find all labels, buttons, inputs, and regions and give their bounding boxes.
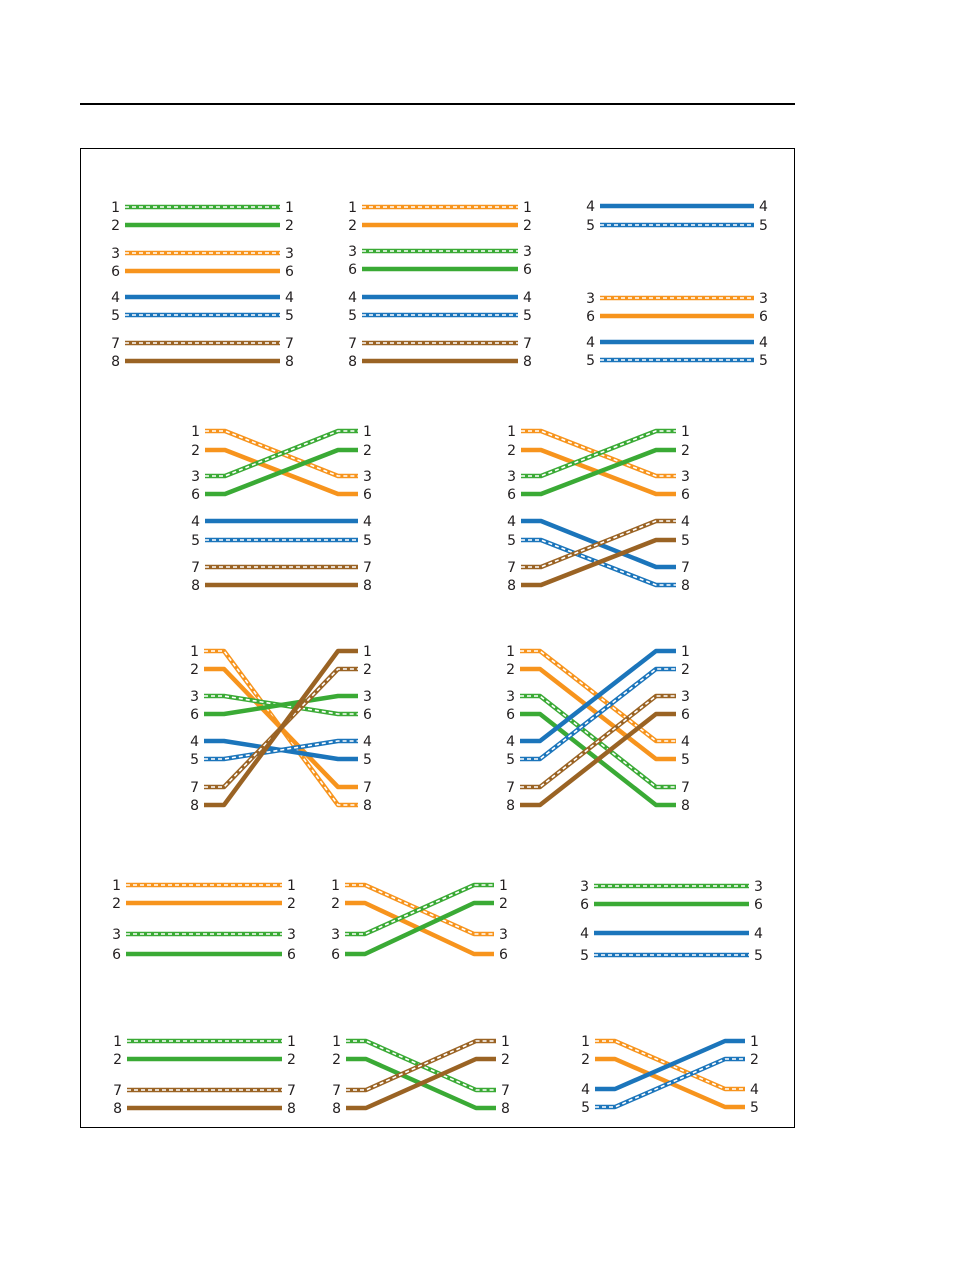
pin-label-right: 8 <box>681 578 690 594</box>
pin-label-right: 8 <box>363 798 372 814</box>
wire-line <box>205 450 358 494</box>
pin-label-left: 4 <box>348 290 357 306</box>
pin-label-left: 3 <box>111 246 120 262</box>
pin-label-left: 2 <box>506 662 515 678</box>
pin-label-left: 2 <box>113 1052 122 1068</box>
pin-label-right: 7 <box>363 780 372 796</box>
diagram-crossover-two-pair <box>191 424 372 594</box>
diagram-pair-36-45-straight <box>580 879 763 964</box>
pin-label-left: 8 <box>111 354 120 370</box>
pin-label-right: 1 <box>287 878 296 894</box>
pin-label-left: 8 <box>507 578 516 594</box>
pin-label-left: 6 <box>507 487 516 503</box>
wire-green-2-to-2 <box>111 218 294 234</box>
pin-label-left: 4 <box>190 734 199 750</box>
pin-label-left: 4 <box>191 514 200 530</box>
wire-brown-8-to-8 <box>348 354 532 370</box>
wire-green-white-1-to-1 <box>111 200 294 216</box>
diagram-pair-12-36-straight <box>112 878 296 963</box>
pin-label-right: 2 <box>287 896 296 912</box>
wire-line <box>521 450 676 494</box>
diagram-pair-12-78-straight <box>113 1034 296 1117</box>
pin-label-left: 2 <box>581 1052 590 1068</box>
pin-label-right: 2 <box>681 662 690 678</box>
pin-label-right: 4 <box>759 335 768 351</box>
pin-label-right: 2 <box>363 662 372 678</box>
pin-label-left: 3 <box>580 879 589 895</box>
wire-green-white-3-to-3 <box>112 927 296 943</box>
pin-label-left: 2 <box>332 1052 341 1068</box>
pin-label-right: 3 <box>287 927 296 943</box>
pin-label-right: 8 <box>501 1101 510 1117</box>
pin-label-right: 8 <box>363 578 372 594</box>
pin-label-left: 2 <box>191 443 200 459</box>
pin-label-left: 2 <box>348 218 357 234</box>
diagram-crossover-four-pair <box>507 424 690 594</box>
wire-green-2-to-2 <box>113 1052 296 1068</box>
pin-label-right: 5 <box>363 752 372 768</box>
pin-label-right: 6 <box>523 262 532 278</box>
pin-label-left: 3 <box>191 469 200 485</box>
diagram-crossed-pairs <box>506 644 690 814</box>
pin-label-right: 4 <box>681 734 690 750</box>
pin-label-right: 3 <box>754 879 763 895</box>
wire-blue-4-to-4 <box>586 335 768 351</box>
pin-label-right: 6 <box>287 947 296 963</box>
pin-label-right: 1 <box>287 1034 296 1050</box>
pin-label-right: 1 <box>681 644 690 660</box>
wire-blue-white-5-to-5 <box>111 308 294 324</box>
pin-label-right: 1 <box>523 200 532 216</box>
pin-label-left: 4 <box>506 734 515 750</box>
pin-label-right: 2 <box>750 1052 759 1068</box>
wire-blue-4-to-4 <box>348 290 532 306</box>
pin-label-right: 6 <box>681 707 690 723</box>
pin-label-left: 4 <box>586 335 595 351</box>
pin-label-right: 4 <box>681 514 690 530</box>
wire-orange-white-3-to-3 <box>111 246 294 262</box>
pin-label-left: 5 <box>586 218 595 234</box>
pin-label-right: 6 <box>285 264 294 280</box>
pin-label-left: 2 <box>190 662 199 678</box>
pin-label-right: 2 <box>523 218 532 234</box>
wire-orange-6-to-6 <box>586 309 768 325</box>
wire-blue-4-to-4 <box>586 199 768 215</box>
wire-blue-white-5-to-5 <box>348 308 532 324</box>
pin-label-right: 5 <box>681 752 690 768</box>
pin-label-left: 1 <box>331 878 340 894</box>
pin-label-left: 7 <box>507 560 516 576</box>
pin-label-left: 5 <box>581 1100 590 1116</box>
pin-label-left: 7 <box>191 560 200 576</box>
pin-label-right: 3 <box>523 244 532 260</box>
pin-label-right: 1 <box>750 1034 759 1050</box>
pin-label-left: 6 <box>580 897 589 913</box>
pin-label-right: 8 <box>681 798 690 814</box>
pin-label-right: 8 <box>287 1101 296 1117</box>
pin-label-left: 5 <box>348 308 357 324</box>
pin-label-left: 3 <box>506 689 515 705</box>
pin-label-left: 6 <box>190 707 199 723</box>
pin-label-right: 5 <box>754 948 763 964</box>
pin-label-right: 3 <box>499 927 508 943</box>
pin-label-right: 3 <box>759 291 768 307</box>
wire-brown-8-to-8 <box>191 578 372 594</box>
diagram-straight-568b <box>348 200 532 370</box>
pin-label-left: 6 <box>348 262 357 278</box>
pin-label-right: 6 <box>363 487 372 503</box>
diagram-pair-12-36-crossed <box>331 878 508 963</box>
pin-label-left: 6 <box>506 707 515 723</box>
pin-label-left: 5 <box>506 752 515 768</box>
pin-label-left: 5 <box>580 948 589 964</box>
wire-brown-8-to-8 <box>113 1101 296 1117</box>
pin-label-left: 3 <box>190 689 199 705</box>
pin-label-left: 4 <box>581 1082 590 1098</box>
pin-label-right: 7 <box>363 560 372 576</box>
pin-label-left: 5 <box>586 353 595 369</box>
pin-label-right: 7 <box>681 780 690 796</box>
pin-label-left: 5 <box>111 308 120 324</box>
pin-label-left: 3 <box>112 927 121 943</box>
pin-label-left: 4 <box>586 199 595 215</box>
pin-label-left: 7 <box>332 1083 341 1099</box>
diagram-two-pair-blue-orange <box>586 199 768 369</box>
pin-label-left: 7 <box>111 336 120 352</box>
pin-label-right: 7 <box>681 560 690 576</box>
pin-label-right: 3 <box>681 469 690 485</box>
wire-orange-white-1-to-1 <box>348 200 532 216</box>
pin-label-right: 2 <box>285 218 294 234</box>
wire-brown-white-7-to-7 <box>191 560 372 576</box>
diagram-straight-568a <box>111 200 294 370</box>
pin-label-right: 1 <box>363 424 372 440</box>
wire-brown-white-7-to-7 <box>111 336 294 352</box>
wire-green-6-to-6 <box>580 897 763 913</box>
pin-label-right: 1 <box>501 1034 510 1050</box>
pin-label-right: 7 <box>285 336 294 352</box>
pin-label-left: 2 <box>507 443 516 459</box>
pin-label-left: 7 <box>190 780 199 796</box>
pin-label-right: 2 <box>501 1052 510 1068</box>
pin-label-right: 7 <box>501 1083 510 1099</box>
pin-label-left: 1 <box>332 1034 341 1050</box>
pin-label-left: 1 <box>581 1034 590 1050</box>
pin-label-left: 3 <box>348 244 357 260</box>
pin-label-left: 8 <box>332 1101 341 1117</box>
pin-label-right: 5 <box>523 308 532 324</box>
wire-blue-white-5-to-5 <box>580 948 763 964</box>
pin-label-left: 4 <box>580 926 589 942</box>
pin-label-left: 2 <box>111 218 120 234</box>
pin-label-left: 8 <box>113 1101 122 1117</box>
wire-line <box>520 714 676 805</box>
wire-blue-4-to-4 <box>580 926 763 942</box>
pin-label-left: 6 <box>331 947 340 963</box>
pin-label-right: 4 <box>523 290 532 306</box>
pin-label-right: 1 <box>363 644 372 660</box>
pin-label-left: 4 <box>111 290 120 306</box>
pin-label-left: 1 <box>507 424 516 440</box>
pin-label-right: 1 <box>285 200 294 216</box>
pin-label-right: 5 <box>759 353 768 369</box>
pin-label-right: 4 <box>363 514 372 530</box>
pin-label-right: 3 <box>681 689 690 705</box>
pin-label-right: 2 <box>681 443 690 459</box>
pin-label-left: 7 <box>348 336 357 352</box>
wire-green-6-to-6 <box>348 262 532 278</box>
wire-orange-white-1-to-1 <box>112 878 296 894</box>
wire-stripe <box>520 696 676 787</box>
pin-label-right: 4 <box>754 926 763 942</box>
pin-label-left: 7 <box>506 780 515 796</box>
pin-label-right: 4 <box>750 1082 759 1098</box>
wire-orange-white-3-to-3 <box>586 291 768 307</box>
pin-label-left: 3 <box>507 469 516 485</box>
pin-label-right: 2 <box>363 443 372 459</box>
wire-orange-2-to-2 <box>112 896 296 912</box>
wire-blue-4-to-4 <box>191 514 372 530</box>
pin-label-left: 8 <box>191 578 200 594</box>
diagram-pair-12-45-crossed <box>581 1034 759 1116</box>
pin-label-left: 1 <box>112 878 121 894</box>
wire-green-white-1-to-1 <box>113 1034 296 1050</box>
wire-blue-white-5-to-5 <box>586 353 768 369</box>
pin-label-right: 5 <box>285 308 294 324</box>
wire-brown-white-7-to-7 <box>113 1083 296 1099</box>
pin-label-left: 8 <box>348 354 357 370</box>
pin-label-right: 3 <box>363 469 372 485</box>
pin-label-left: 6 <box>586 309 595 325</box>
pin-label-left: 8 <box>190 798 199 814</box>
pin-label-left: 3 <box>331 927 340 943</box>
pin-label-right: 4 <box>285 290 294 306</box>
wire-orange-2-to-2 <box>348 218 532 234</box>
wire-blue-4-to-4 <box>111 290 294 306</box>
pin-label-left: 6 <box>191 487 200 503</box>
wire-line <box>521 540 676 585</box>
wire-blue-white-5-to-5 <box>191 533 372 549</box>
diagram-reversed <box>190 644 372 814</box>
pin-label-right: 5 <box>750 1100 759 1116</box>
wire-brown-8-to-8 <box>111 354 294 370</box>
pin-label-left: 1 <box>506 644 515 660</box>
pin-label-right: 2 <box>287 1052 296 1068</box>
pin-label-right: 4 <box>363 734 372 750</box>
pin-label-left: 6 <box>111 264 120 280</box>
pin-label-left: 1 <box>113 1034 122 1050</box>
pin-label-left: 6 <box>112 947 121 963</box>
pin-label-left: 3 <box>586 291 595 307</box>
pin-label-right: 7 <box>287 1083 296 1099</box>
pin-label-right: 5 <box>681 533 690 549</box>
pin-label-left: 1 <box>348 200 357 216</box>
pin-label-left: 5 <box>191 533 200 549</box>
diagram-pair-12-78-crossed <box>332 1034 510 1117</box>
wire-green-white-3-to-3 <box>348 244 532 260</box>
pin-label-left: 2 <box>331 896 340 912</box>
pin-label-right: 8 <box>285 354 294 370</box>
pin-label-right: 1 <box>681 424 690 440</box>
pin-label-left: 1 <box>190 644 199 660</box>
pin-label-left: 2 <box>112 896 121 912</box>
pin-label-right: 6 <box>499 947 508 963</box>
pin-label-left: 5 <box>507 533 516 549</box>
pin-label-left: 1 <box>111 200 120 216</box>
wire-blue-white-5-to-5 <box>586 218 768 234</box>
wire-brown-white-7-to-7 <box>348 336 532 352</box>
pin-label-right: 6 <box>754 897 763 913</box>
pin-label-right: 8 <box>523 354 532 370</box>
pin-label-right: 6 <box>759 309 768 325</box>
pin-label-right: 3 <box>285 246 294 262</box>
pin-label-left: 4 <box>507 514 516 530</box>
wires-layer <box>111 199 768 1117</box>
pin-label-left: 5 <box>190 752 199 768</box>
pin-label-right: 7 <box>523 336 532 352</box>
pin-label-right: 1 <box>499 878 508 894</box>
pin-label-left: 7 <box>113 1083 122 1099</box>
pin-label-right: 4 <box>759 199 768 215</box>
pin-label-right: 2 <box>499 896 508 912</box>
pin-label-right: 6 <box>363 707 372 723</box>
wire-orange-6-to-6 <box>111 264 294 280</box>
wire-green-white-3-to-3 <box>580 879 763 895</box>
pin-label-right: 3 <box>363 689 372 705</box>
pin-label-right: 5 <box>759 218 768 234</box>
pin-label-left: 8 <box>506 798 515 814</box>
pin-label-right: 6 <box>681 487 690 503</box>
pin-label-right: 5 <box>363 533 372 549</box>
pin-label-left: 1 <box>191 424 200 440</box>
wire-green-6-to-6 <box>112 947 296 963</box>
